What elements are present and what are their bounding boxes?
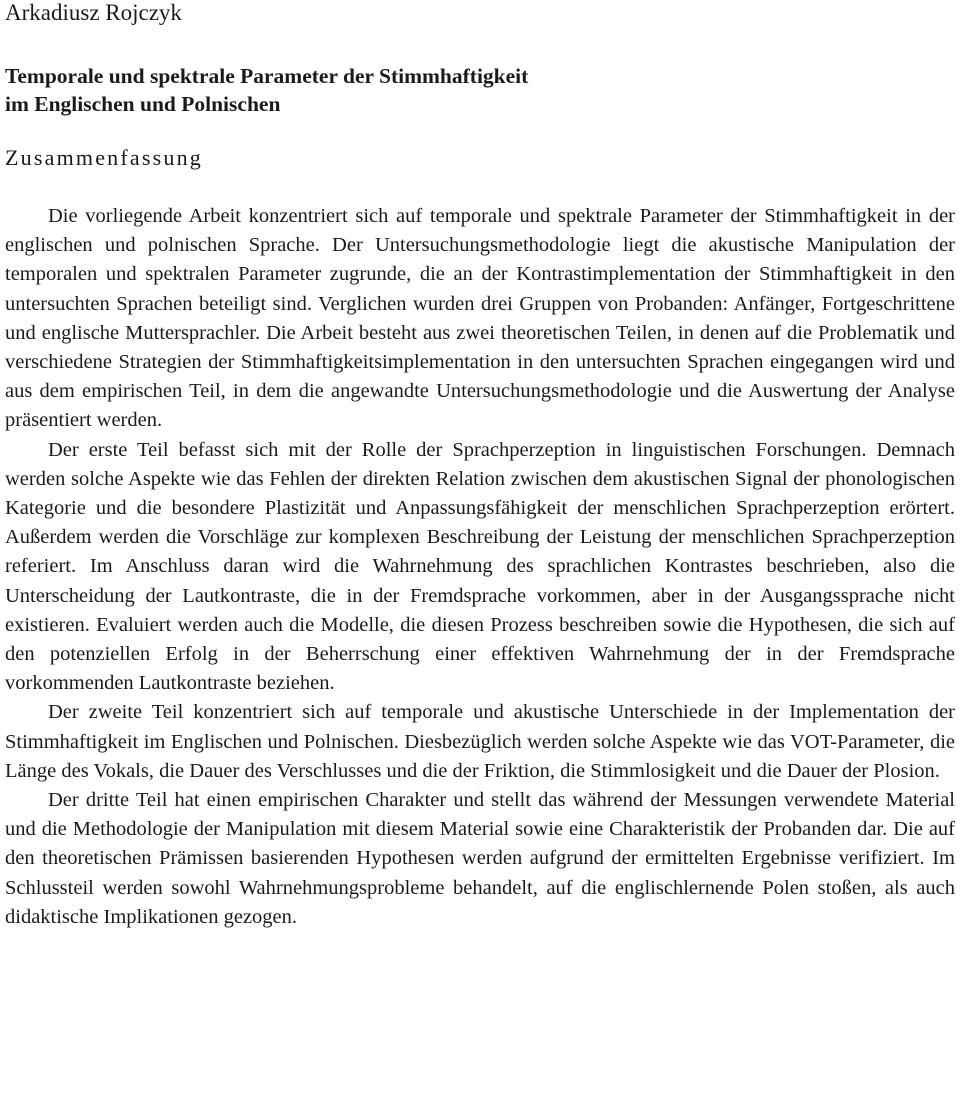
abstract-body [5, 202, 955, 932]
title-line-2: im Englischen und Polnischen [5, 92, 281, 116]
paragraph-1: Die vorliegende Arbeit konzentriert sich auf temporale und spektrale Parameter der Stimmhaftigkeit in der englischen und polnischen Sprache. Der Untersuchungsmethodologie liegt die akustische Manipulation der temporalen und spektralen Parameter zugrunde, die an der Kontrastimplementation der Stimmhaftigkeit in den untersuchten Sprachen beteiligt sind. Verglichen wurden drei Gruppen von Probanden: Anfänger, Fortgeschrittene und englische Muttersprachler. Die Arbeit besteht aus zwei theoretischen Teilen, in denen auf die Problematik und verschiedene Strategien der Stimmhaftigkeitsimplementation in den untersuchten Sprachen eingegangen wird und aus dem empirischen Teil, in dem die angewandte Untersuchungsmethodologie und die Auswertung der Analyse präsentiert werden. [5, 205, 955, 432]
paragraph-2: Der erste Teil befasst sich mit der Rolle der Sprachperzeption in linguistischen Forschungen. Demnach werden solche Aspekte wie das Fehlen der direkten Relation zwischen dem akustischen Signal der phonologischen Kategorie und die besondere Plastizität und Anpassungsfähigkeit der menschlichen Sprachperzeption erörtert. Außerdem werden die Vorschläge zur komplexen Beschreibung der Leistung der menschlichen Sprachperzeption referiert. Im Anschluss daran wird die Wahrnehmung des sprachlichen Kontrastes beschrieben, also die Unterscheidung der Lautkontraste, die in der Fremdsprache vorkommen, aber in der Ausgangssprache nicht existieren. Evaluiert werden auch die Modelle, die diesen Prozess beschreiben sowie die Hypothesen, die sich auf den potenziellen Erfolg in der Beherrschung einer effektiven Wahrnehmung der in der Fremdsprache vorkommenden Lautkontraste beziehen. [5, 438, 955, 695]
document-title [5, 62, 955, 118]
paragraph-3: Der zweite Teil konzentriert sich auf temporale und akustische Unterschiede in der Implementation der Stimmhaftigkeit im Englischen und Polnischen. Diesbezüglich werden solche Aspekte wie das VOT-Parameter, die Länge des Vokals, die Dauer des Verschlusses und die der Friktion, die Stimmlosigkeit und die Dauer der Plosion. [5, 701, 955, 782]
title-line-1: Temporale und spektrale Parameter der Stimmhaftigkeit [5, 64, 529, 88]
section-heading: Zusammenfassung [5, 145, 203, 170]
author-name: Arkadiusz Rojczyk [5, 0, 182, 25]
document-page [5, 0, 955, 932]
paragraph-4: Der dritte Teil hat einen empirischen Charakter und stellt das während der Messungen verwendete Material und die Methodologie der Manipulation mit diesem Material sowie eine Charakteristik der Probanden dar. Die auf den theoretischen Prämissen basierenden Hypothesen werden aufgrund der ermittelten Ergebnisse verifiziert. Im Schlussteil werden sowohl Wahrnehmungsprobleme behandelt, auf die englischlernende Polen stoßen, als auch didaktische Implikationen gezogen. [5, 789, 955, 928]
